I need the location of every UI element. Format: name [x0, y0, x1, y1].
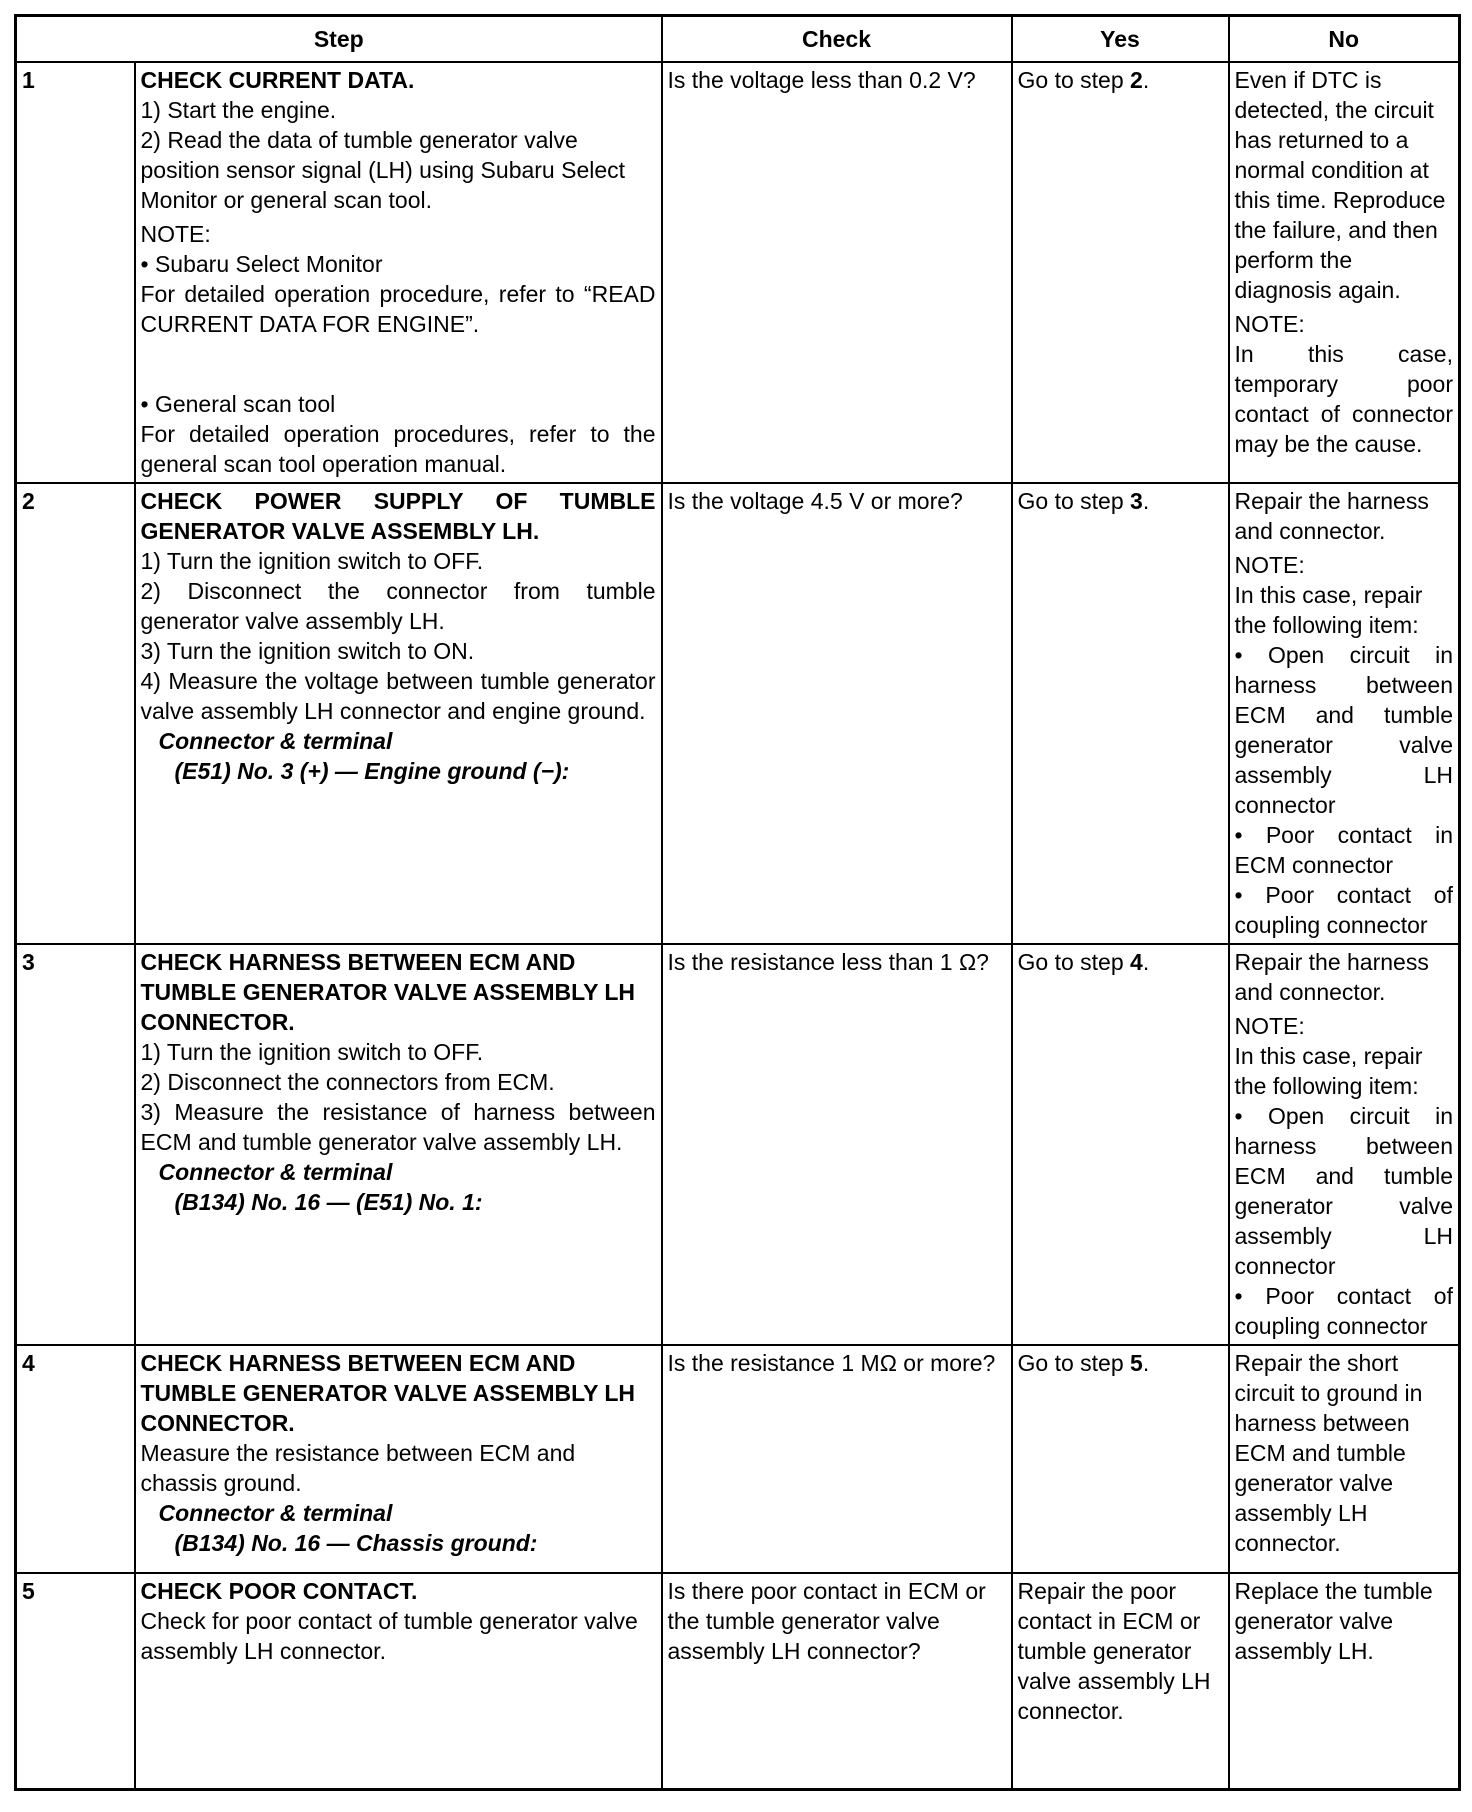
step-number: 3	[16, 944, 135, 1345]
step-line: For detailed operation procedure, refer to “READ CURRENT DATA FOR ENGINE”.	[140, 281, 656, 337]
yes-cell	[1012, 483, 1229, 944]
note-label: NOTE:	[1234, 311, 1305, 337]
step-line: 4) Measure the voltage between tumble generator valve assembly LH connector and engine ground.	[140, 668, 656, 724]
step-line: 1) Turn the ignition switch to OFF.	[140, 1039, 484, 1065]
step-line: • General scan tool	[140, 391, 336, 417]
connector-terminal-value: (B134) No. 16 — Chassis ground:	[174, 1530, 538, 1556]
yes-cell	[1012, 944, 1229, 1345]
step-title: CHECK CURRENT DATA.	[140, 67, 415, 93]
step-line: 2) Disconnect the connectors from ECM.	[140, 1069, 555, 1095]
step-title: CHECK HARNESS BETWEEN ECM AND TUMBLE GENERATOR VALVE ASSEMBLY LH CONNECTOR.	[140, 949, 636, 1035]
no-line: Repair the harness and connector.	[1234, 949, 1429, 1005]
no-line: • Poor contact of coupling connector	[1234, 1283, 1453, 1339]
header-row	[16, 16, 1460, 63]
no-line: Repair the harness and connector.	[1234, 488, 1429, 544]
no-cell	[1229, 1573, 1460, 1789]
no-line: In this case, repair the following item:	[1234, 1043, 1423, 1099]
table-row	[16, 1345, 1460, 1573]
check-cell: Is the voltage 4.5 V or more?	[662, 483, 1012, 944]
step-line: • Subaru Select Monitor	[140, 251, 383, 277]
no-cell	[1229, 1345, 1460, 1573]
step-line: 1) Turn the ignition switch to OFF.	[140, 548, 484, 574]
no-line: In this case, repair the following item:	[1234, 582, 1423, 638]
no-cell	[1229, 944, 1460, 1345]
connector-terminal-value: (B134) No. 16 — (E51) No. 1:	[174, 1189, 483, 1215]
connector-terminal-label: Connector & terminal	[158, 1500, 393, 1526]
check-cell: Is the resistance 1 MΩ or more?	[662, 1345, 1012, 1573]
step-line: 3) Measure the resistance of harness between ECM and tumble generator valve assembly LH.	[140, 1099, 656, 1155]
step-line: Measure the resistance between ECM and chassis ground.	[140, 1440, 576, 1496]
no-line: • Open circuit in harness between ECM and tumble generator valve assembly LH connector	[1234, 642, 1453, 818]
yes-cell: Repair the poor contact in ECM or tumble generator valve assembly LH connector.	[1012, 1573, 1229, 1789]
step-title: CHECK POWER SUPPLY OF TUMBLE GENERATOR VALVE ASSEMBLY LH.	[140, 488, 656, 544]
yes-cell	[1012, 62, 1229, 483]
header-no: No	[1229, 16, 1460, 63]
check-cell: Is there poor contact in ECM or the tumble generator valve assembly LH connector?	[662, 1573, 1012, 1789]
table-row	[16, 62, 1460, 483]
connector-terminal-label: Connector & terminal	[158, 1159, 393, 1185]
step-detail	[135, 483, 662, 944]
note-label: NOTE:	[140, 221, 211, 247]
step-line: 2) Read the data of tumble generator valve position sensor signal (LH) using Subaru Select Monitor or general scan tool.	[140, 127, 626, 213]
no-line: In this case, temporary poor contact of connector may be the cause.	[1234, 341, 1453, 457]
no-line: • Poor contact in ECM connector	[1234, 822, 1453, 878]
no-line: • Open circuit in harness between ECM and tumble generator valve assembly LH connector	[1234, 1103, 1453, 1279]
step-number: 1	[16, 62, 135, 483]
no-cell	[1229, 483, 1460, 944]
yes-step-number: 2	[1130, 67, 1143, 93]
no-line: Repair the short circuit to ground in harness between ECM and tumble generator valve assembly LH connector.	[1234, 1350, 1423, 1556]
diagnostic-page	[14, 14, 1458, 1791]
step-line: 3) Turn the ignition switch to ON.	[140, 638, 475, 664]
yes-step-number: 4	[1130, 949, 1143, 975]
table-row	[16, 944, 1460, 1345]
step-number: 2	[16, 483, 135, 944]
step-title: CHECK HARNESS BETWEEN ECM AND TUMBLE GENERATOR VALVE ASSEMBLY LH CONNECTOR.	[140, 1350, 636, 1436]
step-number: 4	[16, 1345, 135, 1573]
table-row	[16, 483, 1460, 944]
yes-suffix: .	[1142, 949, 1150, 975]
step-detail	[135, 62, 662, 483]
no-line: • Poor contact of coupling connector	[1234, 882, 1453, 938]
yes-text: Go to step	[1017, 67, 1131, 93]
no-cell	[1229, 62, 1460, 483]
check-cell: Is the voltage less than 0.2 V?	[662, 62, 1012, 483]
step-number: 5	[16, 1573, 135, 1789]
note-label: NOTE:	[1234, 1013, 1305, 1039]
connector-terminal-label: Connector & terminal	[158, 728, 393, 754]
step-line: 1) Start the engine.	[140, 97, 337, 123]
header-check: Check	[662, 16, 1012, 63]
yes-suffix: .	[1142, 67, 1150, 93]
check-cell: Is the resistance less than 1 Ω?	[662, 944, 1012, 1345]
yes-suffix: .	[1142, 488, 1150, 514]
connector-terminal-value: (E51) No. 3 (+) — Engine ground (−):	[174, 758, 570, 784]
step-detail	[135, 1573, 662, 1789]
table-row	[16, 1573, 1460, 1789]
diagnostic-table	[14, 14, 1461, 1791]
step-line: For detailed operation procedures, refer to the general scan tool operation manual.	[140, 421, 656, 477]
step-line: 2) Disconnect the connector from tumble generator valve assembly LH.	[140, 578, 656, 634]
step-line: Check for poor contact of tumble generator valve assembly LH connector.	[140, 1608, 638, 1664]
header-yes: Yes	[1012, 16, 1229, 63]
step-detail	[135, 944, 662, 1345]
step-detail	[135, 1345, 662, 1573]
yes-text: Go to step	[1017, 488, 1131, 514]
yes-suffix: .	[1142, 1350, 1150, 1376]
yes-step-number: 5	[1130, 1350, 1143, 1376]
no-line: Even if DTC is detected, the circuit has returned to a normal condition at this time. Reproduce the failure, and then perform the diagnosis again.	[1234, 67, 1446, 303]
no-line: Replace the tumble generator valve assembly LH.	[1234, 1578, 1433, 1664]
yes-text: Go to step	[1017, 1350, 1131, 1376]
note-label: NOTE:	[1234, 552, 1305, 578]
yes-step-number: 3	[1130, 488, 1143, 514]
step-title: CHECK POOR CONTACT.	[140, 1578, 418, 1604]
header-step: Step	[16, 16, 662, 63]
yes-text: Go to step	[1017, 949, 1131, 975]
yes-cell	[1012, 1345, 1229, 1573]
